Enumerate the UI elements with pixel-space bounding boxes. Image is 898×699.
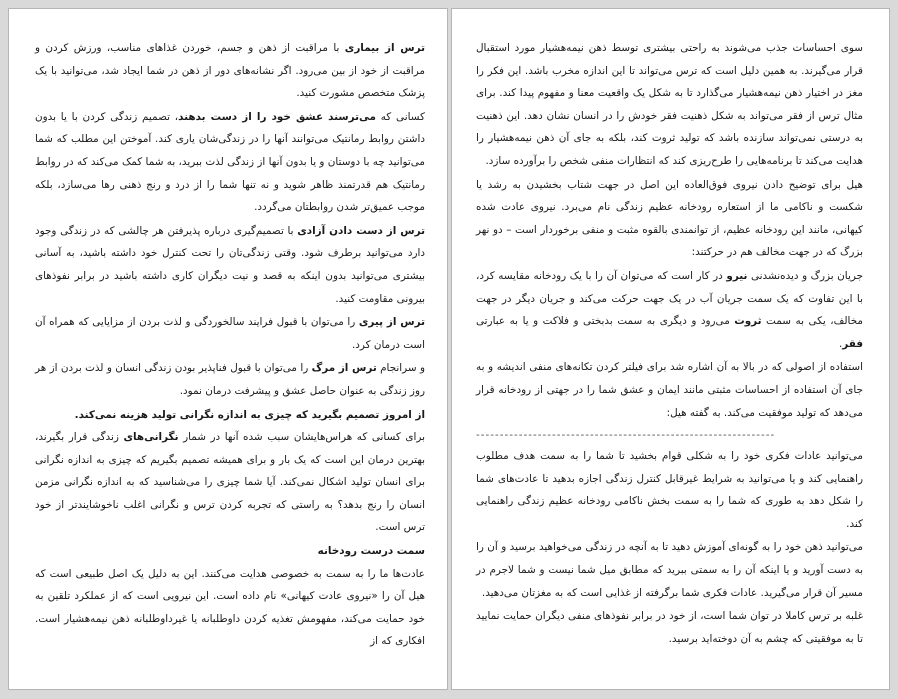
bold-term: ثروت xyxy=(734,315,762,328)
bold-term: می‌ترسند عشق خود را از دست بدهند xyxy=(178,110,376,123)
paragraph-fear-of-illness: ترس از بیماری با مراقبت از ذهن و جسم، خوردن غذاهای مناسب، ورزش کردن و مراقبت از خود از بین می‌رود. اگر نشانه‌های دور از ذهن در شما ایجاد شد، می‌توانید با یک پزشک متخصص مشورت کنید. xyxy=(35,42,426,100)
paragraph-two-streams: جریان بزرگ و دیده‌نشدنی نیرو در کار است که می‌توان آن را با یک رودخانه مقایسه کرد، با این تفاوت که یک سمت جریان آب در یک جهت حرکت می‌کند و جریان دیگر در جهت مخالف، یکی به سمت ثروت می‌رود و دیگری به سمت بدبختی و فلاکت و یا به عبارتی فقر. xyxy=(476,269,863,350)
right-page xyxy=(451,8,890,690)
paragraph-worries: برای کسانی که هراس‌هایشان سبب شده آنها در شمار نگرانی‌های زندگی قرار بگیرند، بهترین درمان این است که یک بار و برای همیشه تصمیم بگیریم که چیزی به اندازه نگرانی برای انسان تولید اشکال نمی‌کند. آیا شما چیزی را می‌شناسید که به اندازه نگرانی مزمن انسان را رنج بدهد؟ به راستی که تجربه کردن ترس و نگرانی اغلب ناخوشایندتر از خود ترس است. xyxy=(35,431,426,534)
paragraph-river-metaphor: هیل برای توضیح دادن نیروی فوق‌العاده این اصل در جهت شتاب بخشیدن به رشد یا شکست و ناکامی ما از استعاره رودخانه عظیم زندگی نام می‌برد. نیروی عادت شده کیهانی، مانند این رودخانه عظیم، از توانمندی بالقوه مثبت و منفی برخوردار است – دو نهر بزرگ که در جهت مخالف هم در حرکتند: xyxy=(476,178,863,259)
left-page-content xyxy=(9,9,447,653)
bold-term: فقر xyxy=(842,337,863,350)
right-page-content xyxy=(452,9,889,650)
worry-decision-heading: از امروز تصمیم بگیرید که چیزی به اندازه نگرانی تولید هزینه نمی‌کند. xyxy=(74,408,425,421)
bold-term: نگرانی‌های xyxy=(123,431,179,444)
paragraph-principles: استفاده از اصولی که در بالا به آن اشاره شد برای فیلتر کردن تکانه‌های منفی اندیشه و به جای آن استفاده از احساسات مثبتی مانند ایمان و عشق شما را در جهتی از رودخانه قرار می‌دهد که تولید موفقیت می‌کند. به گفته هیل: xyxy=(476,361,863,419)
dashed-divider: --------------------------------------------------------------- xyxy=(476,429,776,442)
bold-term: ترس از پیری xyxy=(358,316,425,329)
bold-term: ترس از مرگ xyxy=(311,362,377,375)
left-page xyxy=(8,8,448,690)
paragraph-fear-of-losing-freedom: ترس از دست دادن آزادی با تصمیم‌گیری درباره پذیرفتن هر چالشی که در زندگی وجود دارد می‌توانید برطرف شود. وقتی زندگی‌تان را تحت کنترل خود داشته باشید، به آسانی بیشتری می‌توانید بدون اینکه به قصد و نیت دیگران کاری داشته باشید در برابر نفوذهای بیرونی مقاومت کنید. xyxy=(35,224,426,305)
bold-term: ترس از بیماری xyxy=(344,42,426,54)
paragraph-quote-habits: می‌توانید عادات فکری خود را به شکلی قوام بخشید تا شما را به سمت هدف مطلوب راهنمایی کند و یا می‌توانید به شرایط غیرقابل کنترل زندگی اجازه بدهید تا عادت‌های شما را شکل دهد به طوری که شما را به سمت بخش ناکامی رودخانه عظیم زندگی راهنمایی کند. xyxy=(476,450,863,530)
paragraph-emotions: سوی احساسات جذب می‌شوند به راحتی بیشتری توسط ذهن نیمه‌هشیار مورد استقبال قرار می‌گیرند. به همین دلیل است که ترس می‌تواند تا این اندازه مخرب باشد. این فکر را مغز در اختیار ذهن نیمه‌هشیار می‌گذارد تا به شکل یک واقعیت معنا و مفهوم پیدا کند. برای مثال ترس از فقر می‌تواند به شکل ذهنیت فقر خودش را در انسان نشان دهد. این ذهنیت به درستی نمی‌تواند سازنده باشد که تولید ثروت کند، بلکه به جای آن ذهن نیمه‌هشیار را هدایت می‌کند تا برنامه‌هایی را طرح‌ریزی کند که انتظارات منفی شخص را برآورده سازد. xyxy=(476,42,863,167)
paragraph-habits: عادت‌ها ما را به سمت به خصوصی هدایت می‌کنند. این به دلیل یک اصل طبیعی است که هیل آن را «نیروی عادت کیهانی» نام داده است. این نیرویی است که از عملکرد تلقین به خود حمایت می‌کند، مفهومش تغذیه کردن داوطلبانه یا غیرداوطلبانه ذهن نیمه‌هشیار است. افکاری که از xyxy=(35,567,425,648)
paragraph-quote-mind: می‌توانید ذهن خود را به گونه‌ای آموزش دهید تا به آنچه در زندگی می‌خواهید برسید و آن را به دست آورید و یا اینکه آن را به سمتی ببرید که مطابق میل شما نیست و شما لاجرم در مسیر آن قرار می‌گیرید. عادات فکری شما برگرفته از غذایی است که به مغزتان می‌دهید. xyxy=(476,541,863,599)
section-heading-river: سمت درست رودخانه xyxy=(317,545,425,558)
paragraph-fear-of-losing-love: کسانی که می‌ترسند عشق خود را از دست بدهند، تصمیم زندگی کردن با یا بدون داشتن روابط رمانتیک می‌توانند آنها را در زندگی‌شان یاری کند. آموختن این مطلب که شما می‌توانید چه با دوستان و یا بدون آنها از زندگی لذت ببرید، به شما کمک می‌کند که در روابط رمانتیک هم قدرتمند ظاهر شوید و نه تنها شما را از درد و رنج ذهنی رها می‌سازد، بلکه موجب عمیق‌تر شدن روابطتان می‌گردد. xyxy=(35,110,425,214)
paragraph-fear-of-death: و سرانجام ترس از مرگ را می‌توان با قبول فناپذیر بودن زندگی انسان و لذت بردن از هر روز زندگی به عنوان حاصل عشق و پیشرفت درمان نمود. xyxy=(35,362,425,397)
bold-term: ترس از دست دادن آزادی xyxy=(297,224,426,237)
paragraph-overcome-fear: غلبه بر ترس کاملا در توان شما است، از خود در برابر نفوذهای منفی دیگران حمایت نمایید تا به موفقیتی که چشم به آن دوخته‌اید برسید. xyxy=(476,610,863,645)
paragraph-fear-of-aging: ترس از پیری را می‌توان با قبول فرایند سالخوردگی و لذت بردن از مزایایی که همراه آن است درمان کرد. xyxy=(35,316,425,351)
bold-term: نیرو xyxy=(726,269,748,282)
